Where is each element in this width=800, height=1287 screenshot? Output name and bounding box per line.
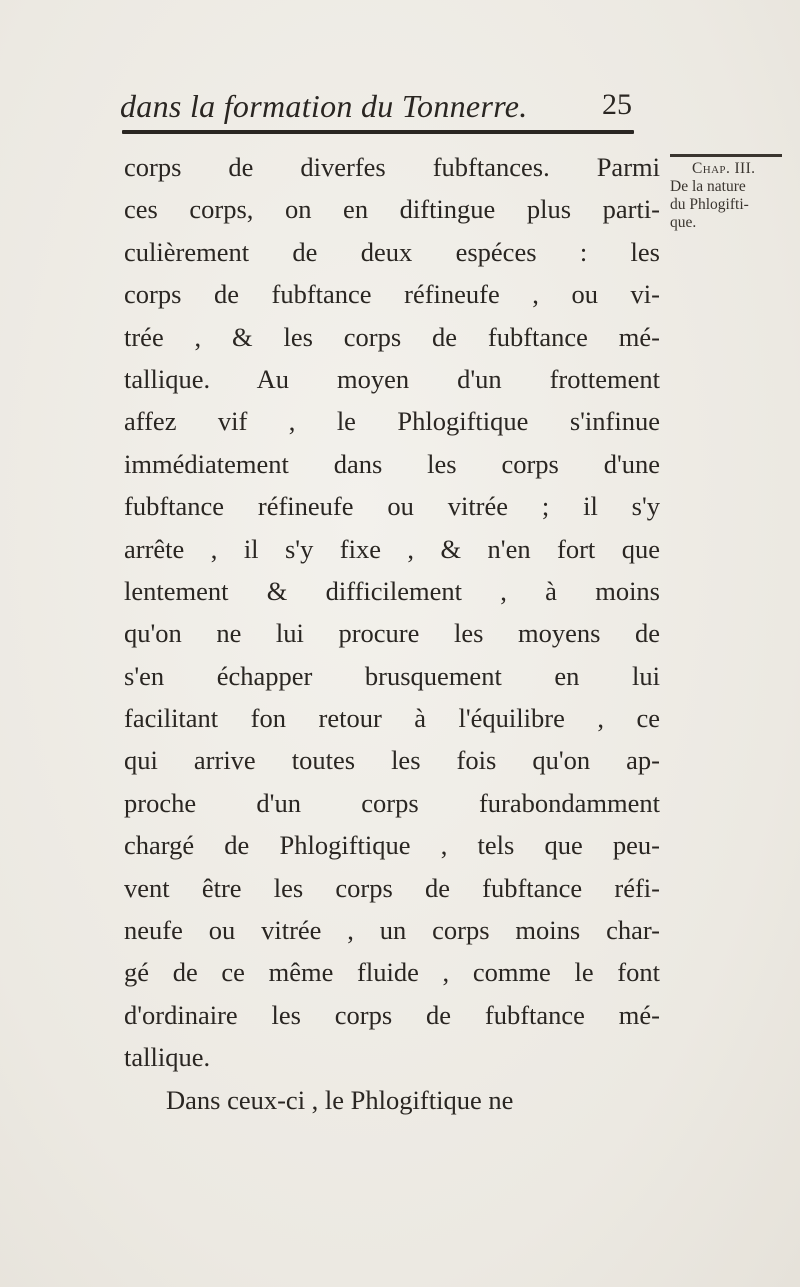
text-line: trée , & les corps de fubftance mé- — [124, 321, 660, 352]
text-line: tallique. Au moyen d'un frottement — [124, 363, 660, 394]
margin-note-line: que. — [670, 214, 697, 231]
text-line: qu'on ne lui procure les moyens de — [124, 618, 660, 649]
margin-note-line: du Phlogifti- — [670, 196, 749, 213]
text-line: fubftance réfineufe ou vitrée ; il s'y — [124, 491, 660, 522]
margin-note-chapter: Chap. III. — [692, 160, 756, 177]
text-line: ces corps, on en diftingue plus parti- — [124, 194, 660, 225]
text-line: gé de ce même fluide , comme le font — [124, 957, 660, 988]
running-title: dans la formation du Tonnerre. — [120, 88, 528, 124]
text-line: immédiatement dans les corps d'une — [124, 448, 660, 479]
text-line: corps de fubftance réfineufe , ou vi- — [124, 279, 660, 310]
text-line: qui arrive toutes les fois qu'on ap- — [124, 745, 660, 776]
text-line: facilitant fon retour à l'équilibre , ce — [124, 703, 660, 734]
body-text — [124, 146, 660, 1121]
margin-note — [670, 160, 788, 232]
text-line: proche d'un corps furabondamment — [124, 787, 660, 818]
text-line: corps de diverfes fubftances. Parmi — [124, 152, 660, 182]
running-head — [120, 88, 640, 128]
text-line: Dans ceux-ci , le Phlogiftique ne — [166, 1084, 514, 1115]
text-line: affez vif , le Phlogiftique s'infinue — [124, 406, 660, 437]
margin-note-line: De la nature — [670, 178, 746, 195]
text-line: s'en échapper brusquement en lui — [124, 660, 660, 691]
text-line: lentement & difficilement , à moins — [124, 575, 660, 606]
text-line: culièrement de deux espéces : les — [124, 236, 660, 267]
text-line: d'ordinaire les corps de fubftance mé- — [124, 999, 660, 1030]
text-line: vent être les corps de fubftance réfi- — [124, 872, 660, 903]
text-line: arrête , il s'y fixe , & n'en fort que — [124, 533, 660, 564]
header-rule — [122, 130, 634, 134]
text-line: tallique. — [124, 1042, 211, 1073]
text-line: neufe ou vitrée , un corps moins char- — [124, 915, 660, 946]
text-line: chargé de Phlogiftique , tels que peu- — [124, 830, 660, 861]
margin-rule — [670, 154, 782, 157]
page-number: 25 — [602, 88, 632, 121]
